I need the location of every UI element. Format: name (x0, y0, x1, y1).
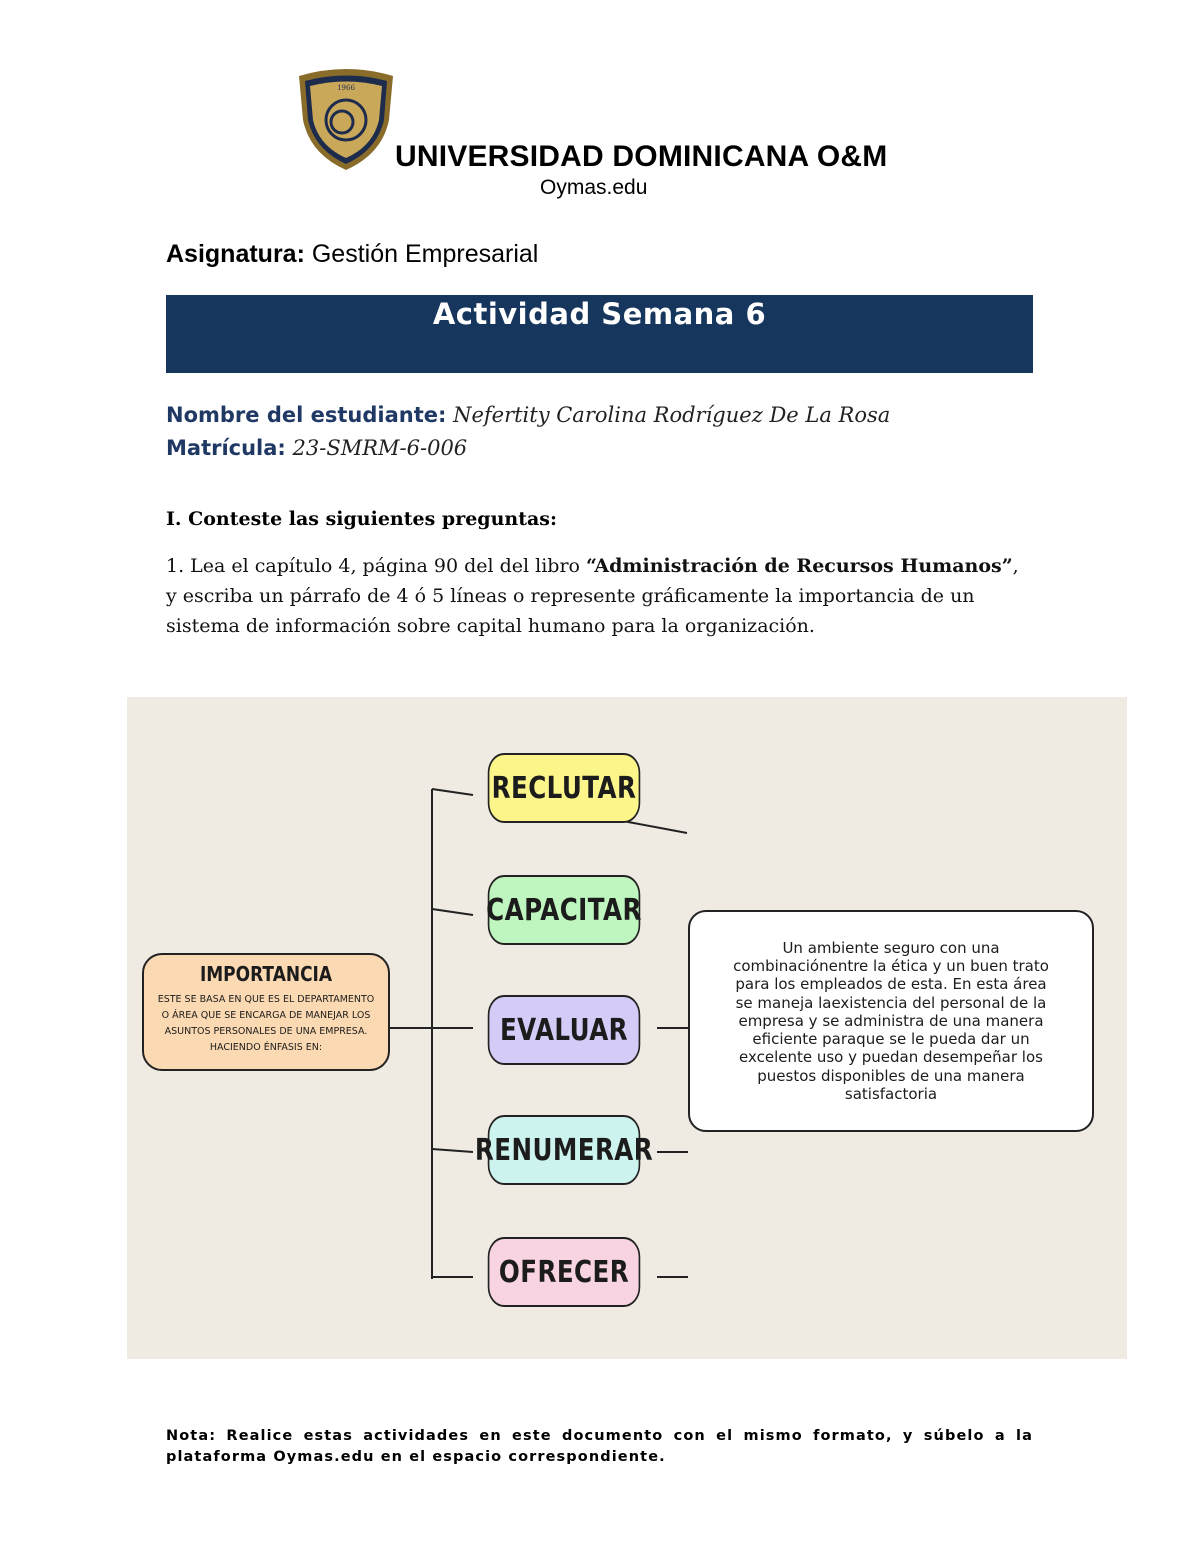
importance-diagram (127, 697, 1127, 1359)
student-name-label: Nombre del estudiante: (166, 403, 447, 427)
connector-capacitar (432, 909, 473, 915)
description-text: Un ambiente seguro con una combinaciónentre la ética y un buen trato para los empleados de esta. En esta área se maneja laexistencia del personal de la empresa y se administra de una manera eficiente paraque se le pueda dar un excelente uso y puedan desempeñar los puestos disponibles de una manera satisfactoria (733, 938, 1049, 1104)
student-id-line (166, 436, 467, 460)
connector-renumerar (432, 1149, 473, 1152)
question-book-title: “Administración de Recursos Humanos” (586, 555, 1013, 577)
university-name: UNIVERSIDAD DOMINICANA O&M (395, 140, 888, 173)
student-name-value: Nefertity Carolina Rodríguez De La Rosa (453, 403, 891, 427)
question-suffix: , y escriba un párrafo de 4 ó 5 líneas o represente gráficamente la importancia de un sistema de información sobre capital humano para la organización. (166, 555, 1019, 637)
question-prefix: 1. Lea el capítulo 4, página 90 del del libro (166, 555, 587, 577)
node-capacitar: CAPACITAR (488, 875, 641, 945)
description-box (688, 910, 1094, 1132)
section-heading: I. Conteste las siguientes preguntas: (166, 508, 558, 530)
question-text (166, 551, 1034, 641)
footer-note: Nota: Realice estas actividades en este documento con el mismo formato, y súbelo a la plataforma Oymas.edu en el espacio correspondiente. (166, 1428, 1033, 1465)
node-evaluar: EVALUAR (488, 995, 641, 1065)
node-reclutar: RECLUTAR (488, 753, 641, 823)
node-ofrecer: OFRECER (488, 1237, 641, 1307)
university-website: Oymas.edu (540, 176, 648, 199)
importance-title: IMPORTANCIA (199, 962, 333, 986)
connector-reclutar-out (623, 821, 687, 833)
connector-reclutar (432, 789, 473, 795)
activity-banner (166, 295, 1033, 373)
subject-value: Gestión Empresarial (311, 240, 539, 268)
student-name-line (166, 403, 890, 427)
importance-text: ESTE SE BASA EN QUE ES EL DEPARTAMENTO O ÁREA QUE SE ENCARGA DE MANEJAR LOS ASUNTOS PERSONALES DE UNA EMPRESA. HACIENDO ÉNFASIS EN: (157, 994, 375, 1053)
activity-title: Actividad Semana 6 (432, 297, 767, 331)
subject-line (166, 240, 538, 269)
student-id-label: Matrícula: (166, 436, 286, 460)
university-crest-icon (296, 68, 396, 172)
subject-label: Asignatura: (166, 240, 305, 268)
student-id-value: 23-SMRM-6-006 (292, 436, 468, 460)
logo-year: 1966 (337, 84, 355, 92)
node-renumerar: RENUMERAR (488, 1115, 641, 1185)
importance-box (142, 953, 390, 1071)
